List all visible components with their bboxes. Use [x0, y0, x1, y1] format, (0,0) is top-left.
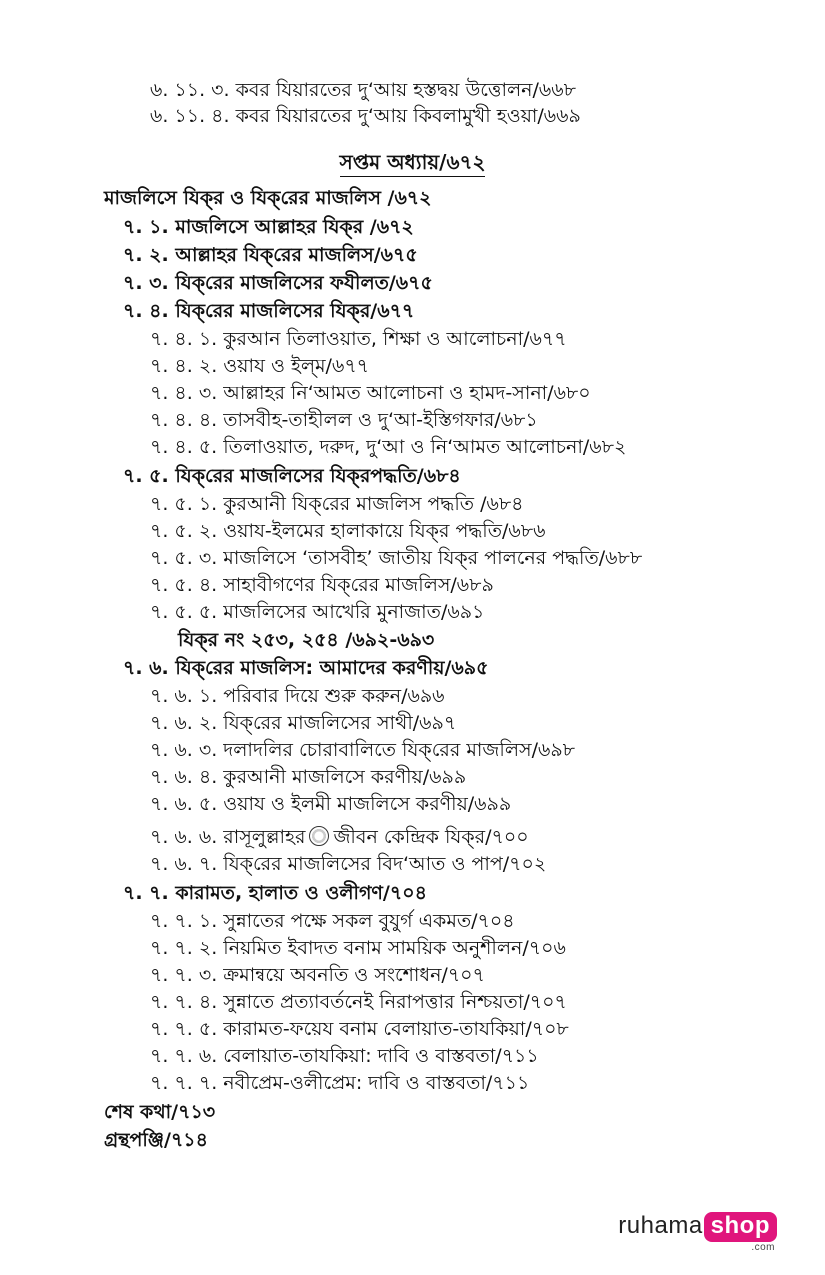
toc-line: ৭. ৭. ১. সুন্নাতের পক্ষে সকল বুযুর্গ একমত/৭০৪ — [150, 910, 515, 932]
toc-line: ৭. ৬. ৪. কুরআনী মাজলিসে করণীয়/৬৯৯ — [150, 766, 467, 788]
toc-line: ৭. ৫. ৩. মাজলিসে ‘তাসবীহ’ জাতীয় যিক্‌র পালনের পদ্ধতি/৬৮৮ — [150, 547, 643, 569]
toc-heading: ৭. ৫. যিক্‌রের মাজলিসের যিক্‌রপদ্ধতি/৬৮৪ — [123, 465, 461, 487]
toc-heading: ৭. ৭. কারামত, হালাত ও ওলীগণ/৭০৪ — [123, 882, 427, 904]
toc-line: ৭. ৭. ৭. নবীপ্রেম-ওলীপ্রেম: দাবি ও বাস্তবতা/৭১১ — [150, 1072, 530, 1094]
toc-line: ৭. ৫. ১. কুরআনী যিক্‌রের মাজলিস পদ্ধতি /৬৮৪ — [150, 493, 524, 515]
toc-line: ৭. ৬. ৬. রাসূলুল্লাহর জীবন কেন্দ্রিক যিক্‌র/৭০০ — [150, 826, 529, 848]
zikr-number: যিক্‌র নং ২৫৩, ২৫৪ /৬৯২-৬৯৩ — [178, 629, 435, 651]
toc-line: ৭. ৪. ৪. তাসবীহ-তাহীলল ও দু‘আ-ইস্তিগফার/৬৮১ — [150, 409, 538, 431]
toc-line: ৭. ৬. ৩. দলাদলির চোরাবালিতে যিক্‌রের মাজলিস/৬৯৮ — [150, 739, 575, 761]
toc-line: ৭. ৪. ১. কুরআন তিলাওয়াত, শিক্ষা ও আলোচনা/৬৭৭ — [150, 328, 567, 350]
toc-line: ৭. ৬. ২. যিক্‌রের মাজলিসের সাথী/৬৯৭ — [150, 712, 457, 734]
toc-heading: ৭. ১. মাজলিসে আল্লাহর যিক্‌র /৬৭২ — [123, 216, 414, 238]
toc-line: ৭. ৬. ৭. যিক্‌রের মাজলিসের বিদ‘আত ও পাপ/৭০২ — [150, 853, 547, 875]
toc-line: ৭. ৪. ২. ওয়ায ও ইল্‌ম/৬৭৭ — [150, 355, 370, 377]
toc-line: ৭. ৪. ৫. তিলাওয়াত, দরুদ, দু‘আ ও নি‘আমত আলোচনা/৬৮২ — [150, 436, 627, 458]
toc-heading: ৭. ২. আল্লাহর যিক্‌রের মাজলিস/৬৭৫ — [123, 244, 418, 266]
salawat-icon — [309, 826, 329, 846]
toc-line: ৭. ৭. ৩. ক্রমান্বয়ে অবনতি ও সংশোধন/৭০৭ — [150, 964, 485, 986]
toc-line: ৭. ৫. ২. ওয়ায-ইলমের হালাকায়ে যিক্‌র পদ্ধতি/৬৮৬ — [150, 520, 546, 542]
bibliography: গ্রন্থপঞ্জি/৭১৪ — [104, 1129, 208, 1151]
toc-heading: ৭. ৬. যিক্‌রের মাজলিস: আমাদের করণীয়/৬৯৫ — [123, 657, 489, 679]
toc-heading: ৭. ৩. যিক্‌রের মাজলিসের ফযীলত/৬৭৫ — [123, 272, 433, 294]
toc-line: ৭. ৫. ৪. সাহাবীগণের যিক্‌রের মাজলিস/৬৮৯ — [150, 574, 494, 596]
section-title: মাজলিসে যিক্‌র ও যিক্‌রের মাজলিস /৬৭২ — [104, 187, 432, 209]
toc-heading: ৭. ৪. যিক্‌রের মাজলিসের যিক্‌র/৬৭৭ — [123, 300, 415, 322]
toc-line: ৭. ৬. ৫. ওয়ায ও ইলমী মাজলিসে করণীয়/৬৯৯ — [150, 793, 512, 815]
toc-line: ৭. ৫. ৫. মাজলিসের আখেরি মুনাজাত/৬৯১ — [150, 601, 485, 623]
toc-line: ৭. ৭. ২. নিয়মিত ইবাদত বনাম সাময়িক অনুশীলন/৭০৬ — [150, 937, 566, 959]
chapter-title: সপ্তম অধ্যায়/৬৭২ — [0, 148, 825, 181]
toc-line: ৭. ৭. ৫. কারামত-ফয়েয বনাম বেলায়াত-তাযকিয়া/৭০৮ — [150, 1018, 569, 1040]
toc-line: ৬. ১১. ৪. কবর যিয়ারতের দু‘আয় কিবলামুখী হওয়া/৬৬৯ — [150, 105, 581, 127]
epilogue: শেষ কথা/৭১৩ — [104, 1101, 216, 1123]
toc-line: ৭. ৭. ৪. সুন্নাতে প্রত্যাবর্তনেই নিরাপত্তার নিশ্চয়তা/৭০৭ — [150, 991, 567, 1013]
toc-line: ৭. ৪. ৩. আল্লাহর নি‘আমত আলোচনা ও হামদ-সানা/৬৮০ — [150, 382, 591, 404]
toc-line: ৭. ৭. ৬. বেলায়াত-তাযকিয়া: দাবি ও বাস্তবতা/৭১১ — [150, 1045, 539, 1067]
ruhamashop-logo: ruhama shop .com — [618, 1212, 775, 1253]
toc-line: ৬. ১১. ৩. কবর যিয়ারতের দু‘আয় হস্তদ্বয় উত্তোলন/৬৬৮ — [150, 79, 576, 101]
toc-line: ৭. ৬. ১. পরিবার দিয়ে শুরু করুন/৬৯৬ — [150, 685, 445, 707]
